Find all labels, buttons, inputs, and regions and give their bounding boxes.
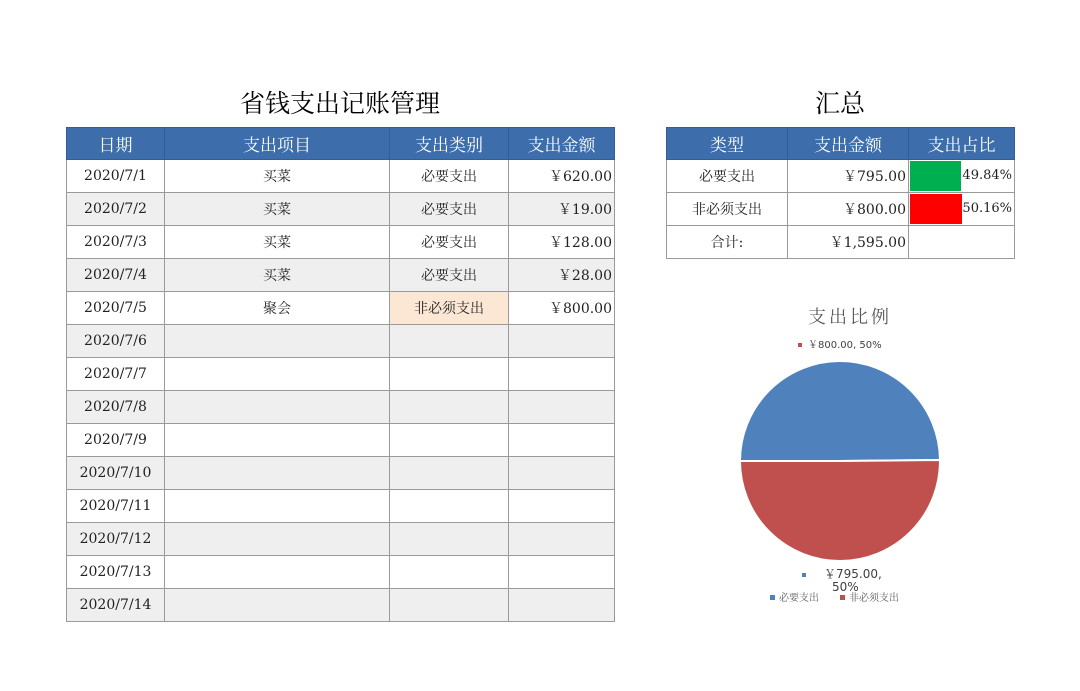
legend-label-1[interactable]: 必要支出 (779, 593, 819, 604)
item-cell[interactable] (165, 556, 390, 589)
summary-amount-cell[interactable]: ￥795.00 (788, 160, 909, 193)
date-cell[interactable]: 2020/7/12 (67, 523, 165, 556)
amount-cell[interactable] (509, 325, 615, 358)
summary-title: 汇总 (814, 89, 865, 118)
summary-amount-cell[interactable]: ￥800.00 (788, 193, 909, 226)
summary-type-cell[interactable]: 非必须支出 (667, 193, 788, 226)
chart-title: 支出比例 (808, 307, 892, 328)
category-cell[interactable]: 必要支出 (390, 193, 509, 226)
amount-cell[interactable] (509, 358, 615, 391)
date-cell[interactable]: 2020/7/10 (67, 457, 165, 490)
total-amount-cell[interactable]: ￥1,595.00 (788, 226, 909, 259)
item-cell[interactable] (165, 358, 390, 391)
summary-row (667, 160, 1015, 193)
table-row (67, 193, 615, 226)
table-row (67, 391, 615, 424)
table-row (67, 259, 615, 292)
summary-type-cell[interactable]: 必要支出 (667, 160, 788, 193)
category-cell[interactable] (390, 424, 509, 457)
item-cell[interactable]: 买菜 (165, 193, 390, 226)
total-label-cell[interactable]: 合计: (667, 226, 788, 259)
item-cell[interactable]: 买菜 (165, 226, 390, 259)
date-cell[interactable]: 2020/7/8 (67, 391, 165, 424)
table-row (67, 523, 615, 556)
total-empty-cell[interactable] (909, 226, 1015, 259)
date-cell[interactable]: 2020/7/7 (67, 358, 165, 391)
ratio-data-bar (910, 161, 961, 191)
category-cell[interactable]: 必要支出 (390, 226, 509, 259)
data-label-1: ￥795.00, 50% (824, 567, 882, 594)
item-cell[interactable] (165, 325, 390, 358)
table-row (67, 226, 615, 259)
date-cell[interactable]: 2020/7/1 (67, 160, 165, 193)
summary-table (666, 127, 1015, 259)
ratio-data-bar (910, 194, 962, 224)
table-row (67, 160, 615, 193)
amount-cell[interactable]: ￥19.00 (509, 193, 615, 226)
category-cell[interactable] (390, 325, 509, 358)
category-cell[interactable] (390, 358, 509, 391)
date-cell[interactable]: 2020/7/4 (67, 259, 165, 292)
item-cell[interactable]: 聚会 (165, 292, 390, 325)
item-cell[interactable] (165, 457, 390, 490)
pie-slice-2[interactable] (740, 460, 940, 561)
category-cell[interactable]: 非必须支出 (390, 292, 509, 325)
header-category[interactable]: 支出类别 (390, 128, 509, 160)
ratio-value: 50.16% (962, 201, 1012, 216)
table-row (67, 325, 615, 358)
summary-header-row (667, 128, 1015, 160)
amount-cell[interactable] (509, 457, 615, 490)
summary-ratio-cell[interactable] (909, 193, 1015, 226)
expense-pie-chart[interactable] (700, 295, 990, 615)
table-row (67, 292, 615, 325)
amount-cell[interactable]: ￥28.00 (509, 259, 615, 292)
header-date[interactable]: 日期 (67, 128, 165, 160)
date-cell[interactable]: 2020/7/5 (67, 292, 165, 325)
date-cell[interactable]: 2020/7/6 (67, 325, 165, 358)
category-cell[interactable]: 必要支出 (390, 160, 509, 193)
table-row (67, 457, 615, 490)
table-row (67, 490, 615, 523)
category-cell[interactable]: 必要支出 (390, 259, 509, 292)
data-label-marker (798, 343, 802, 347)
date-cell[interactable]: 2020/7/11 (67, 490, 165, 523)
category-cell[interactable] (390, 523, 509, 556)
date-cell[interactable]: 2020/7/13 (67, 556, 165, 589)
amount-cell[interactable] (509, 556, 615, 589)
header-amount[interactable]: 支出金额 (509, 128, 615, 160)
header-type[interactable]: 类型 (667, 128, 788, 160)
item-cell[interactable] (165, 490, 390, 523)
amount-cell[interactable]: ￥128.00 (509, 226, 615, 259)
category-cell[interactable] (390, 391, 509, 424)
date-cell[interactable]: 2020/7/2 (67, 193, 165, 226)
header-item[interactable]: 支出项目 (165, 128, 390, 160)
legend-swatch-2 (840, 595, 845, 600)
ledger-title: 省钱支出记账管理 (239, 89, 440, 118)
amount-cell[interactable] (509, 589, 615, 622)
expense-ledger-table (66, 127, 615, 622)
amount-cell[interactable] (509, 424, 615, 457)
date-cell[interactable]: 2020/7/3 (67, 226, 165, 259)
header-summary-amount[interactable]: 支出金额 (788, 128, 909, 160)
header-ratio[interactable]: 支出占比 (909, 128, 1015, 160)
item-cell[interactable] (165, 589, 390, 622)
category-cell[interactable] (390, 556, 509, 589)
category-cell[interactable] (390, 457, 509, 490)
table-row (67, 556, 615, 589)
table-row (67, 589, 615, 622)
ratio-value: 49.84% (962, 168, 1012, 183)
pie-slice-1[interactable] (740, 361, 940, 461)
date-cell[interactable]: 2020/7/9 (67, 424, 165, 457)
amount-cell[interactable] (509, 391, 615, 424)
item-cell[interactable]: 买菜 (165, 259, 390, 292)
legend-swatch-1 (770, 595, 775, 600)
date-cell[interactable]: 2020/7/14 (67, 589, 165, 622)
item-cell[interactable]: 买菜 (165, 160, 390, 193)
amount-cell[interactable] (509, 490, 615, 523)
data-label-marker (802, 573, 806, 577)
amount-cell[interactable] (509, 523, 615, 556)
summary-row (667, 193, 1015, 226)
table-row (67, 358, 615, 391)
summary-ratio-cell[interactable] (909, 160, 1015, 193)
category-cell[interactable] (390, 589, 509, 622)
amount-cell[interactable]: ￥800.00 (509, 292, 615, 325)
ledger-header-row (67, 128, 615, 160)
amount-cell[interactable]: ￥620.00 (509, 160, 615, 193)
summary-total-row (667, 226, 1015, 259)
legend-label-2[interactable]: 非必须支出 (849, 593, 899, 604)
table-row (67, 424, 615, 457)
data-label-2: ￥800.00, 50% (808, 340, 882, 351)
item-cell[interactable] (165, 424, 390, 457)
category-cell[interactable] (390, 490, 509, 523)
item-cell[interactable] (165, 523, 390, 556)
item-cell[interactable] (165, 391, 390, 424)
